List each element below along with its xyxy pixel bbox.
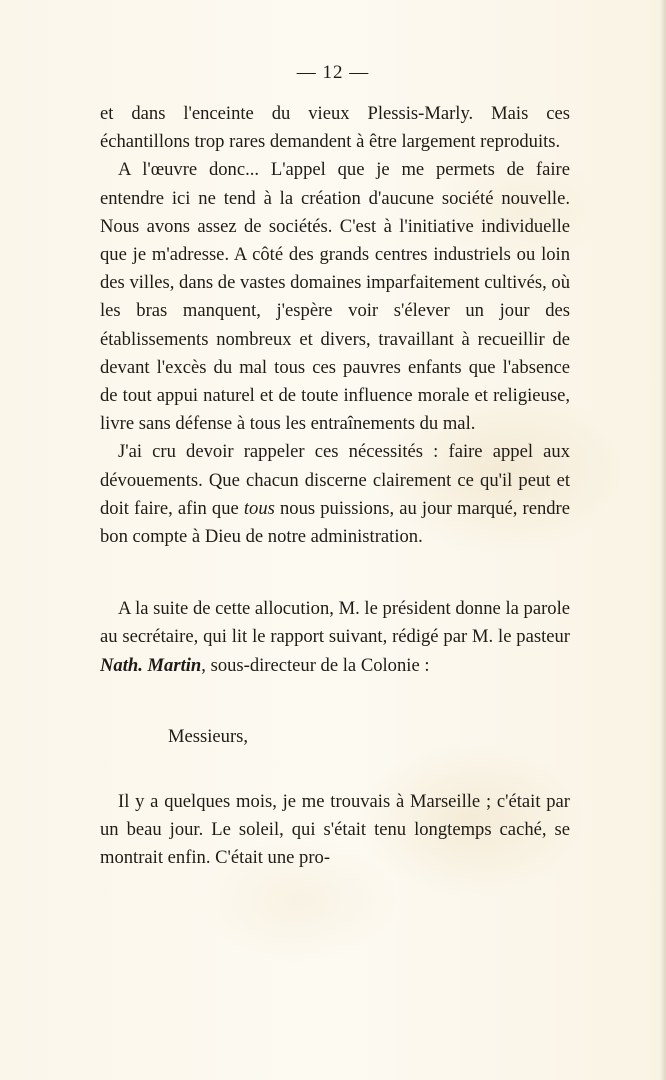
body-text <box>100 100 570 873</box>
author-name: Nath. Martin <box>100 654 202 676</box>
emphasis-tous: tous <box>243 497 275 519</box>
paragraph-3 <box>100 438 570 551</box>
paragraph-4 <box>100 595 570 680</box>
paragraph-4-end: , sous-directeur de la Colonie : <box>201 654 430 676</box>
paragraph-4-start: A la suite de cette allocution, M. le président donne la parole au secrétaire, qui lit le rapport suivant, rédigé par M. le pasteur <box>100 598 570 648</box>
page-number: — 12 — <box>296 62 370 83</box>
paragraph-1: et dans l'enceinte du vieux Plessis-Marly. Mais ces échantillons trop rares demandent à être largement reproduits. <box>100 103 570 153</box>
paragraph-3-start: J'ai cru devoir rappeler ces nécessités : faire appel aux dévouements. Que chacun discerne clairement ce qu'il peut et doit faire, afin que <box>100 441 570 519</box>
page-edge-shadow <box>660 0 666 1080</box>
paragraph-5: Il y a quelques mois, je me trouvais à Marseille ; c'était par un beau jour. Le soleil, qui s'était tenu longtemps caché, se montrait enfin. C'était une pro- <box>100 791 570 869</box>
paragraph-2: A l'œuvre donc... L'appel que je me permets de faire entendre ici ne tend à la création d'aucune société nouvelle. Nous avons assez de sociétés. C'est à l'initiative individuelle que je m'adresse. A côté des grands centres industriels ou loin des villes, dans de vastes domaines imparfaitement cultivés, où les bras manquent, j'espère voir s'élever un jour des établissements nombreux et divers, travaillant à recueillir de devant l'excès du mal tous ces pauvres enfants que l'absence de tout appui naturel et de toute influence morale et religieuse, livre sans défense à tous les entraînements du mal. <box>100 159 570 435</box>
paragraph-3-end: nous puissions, au jour marqué, rendre bon compte à Dieu de notre administration. <box>100 497 570 548</box>
salutation: Messieurs, <box>168 725 249 747</box>
